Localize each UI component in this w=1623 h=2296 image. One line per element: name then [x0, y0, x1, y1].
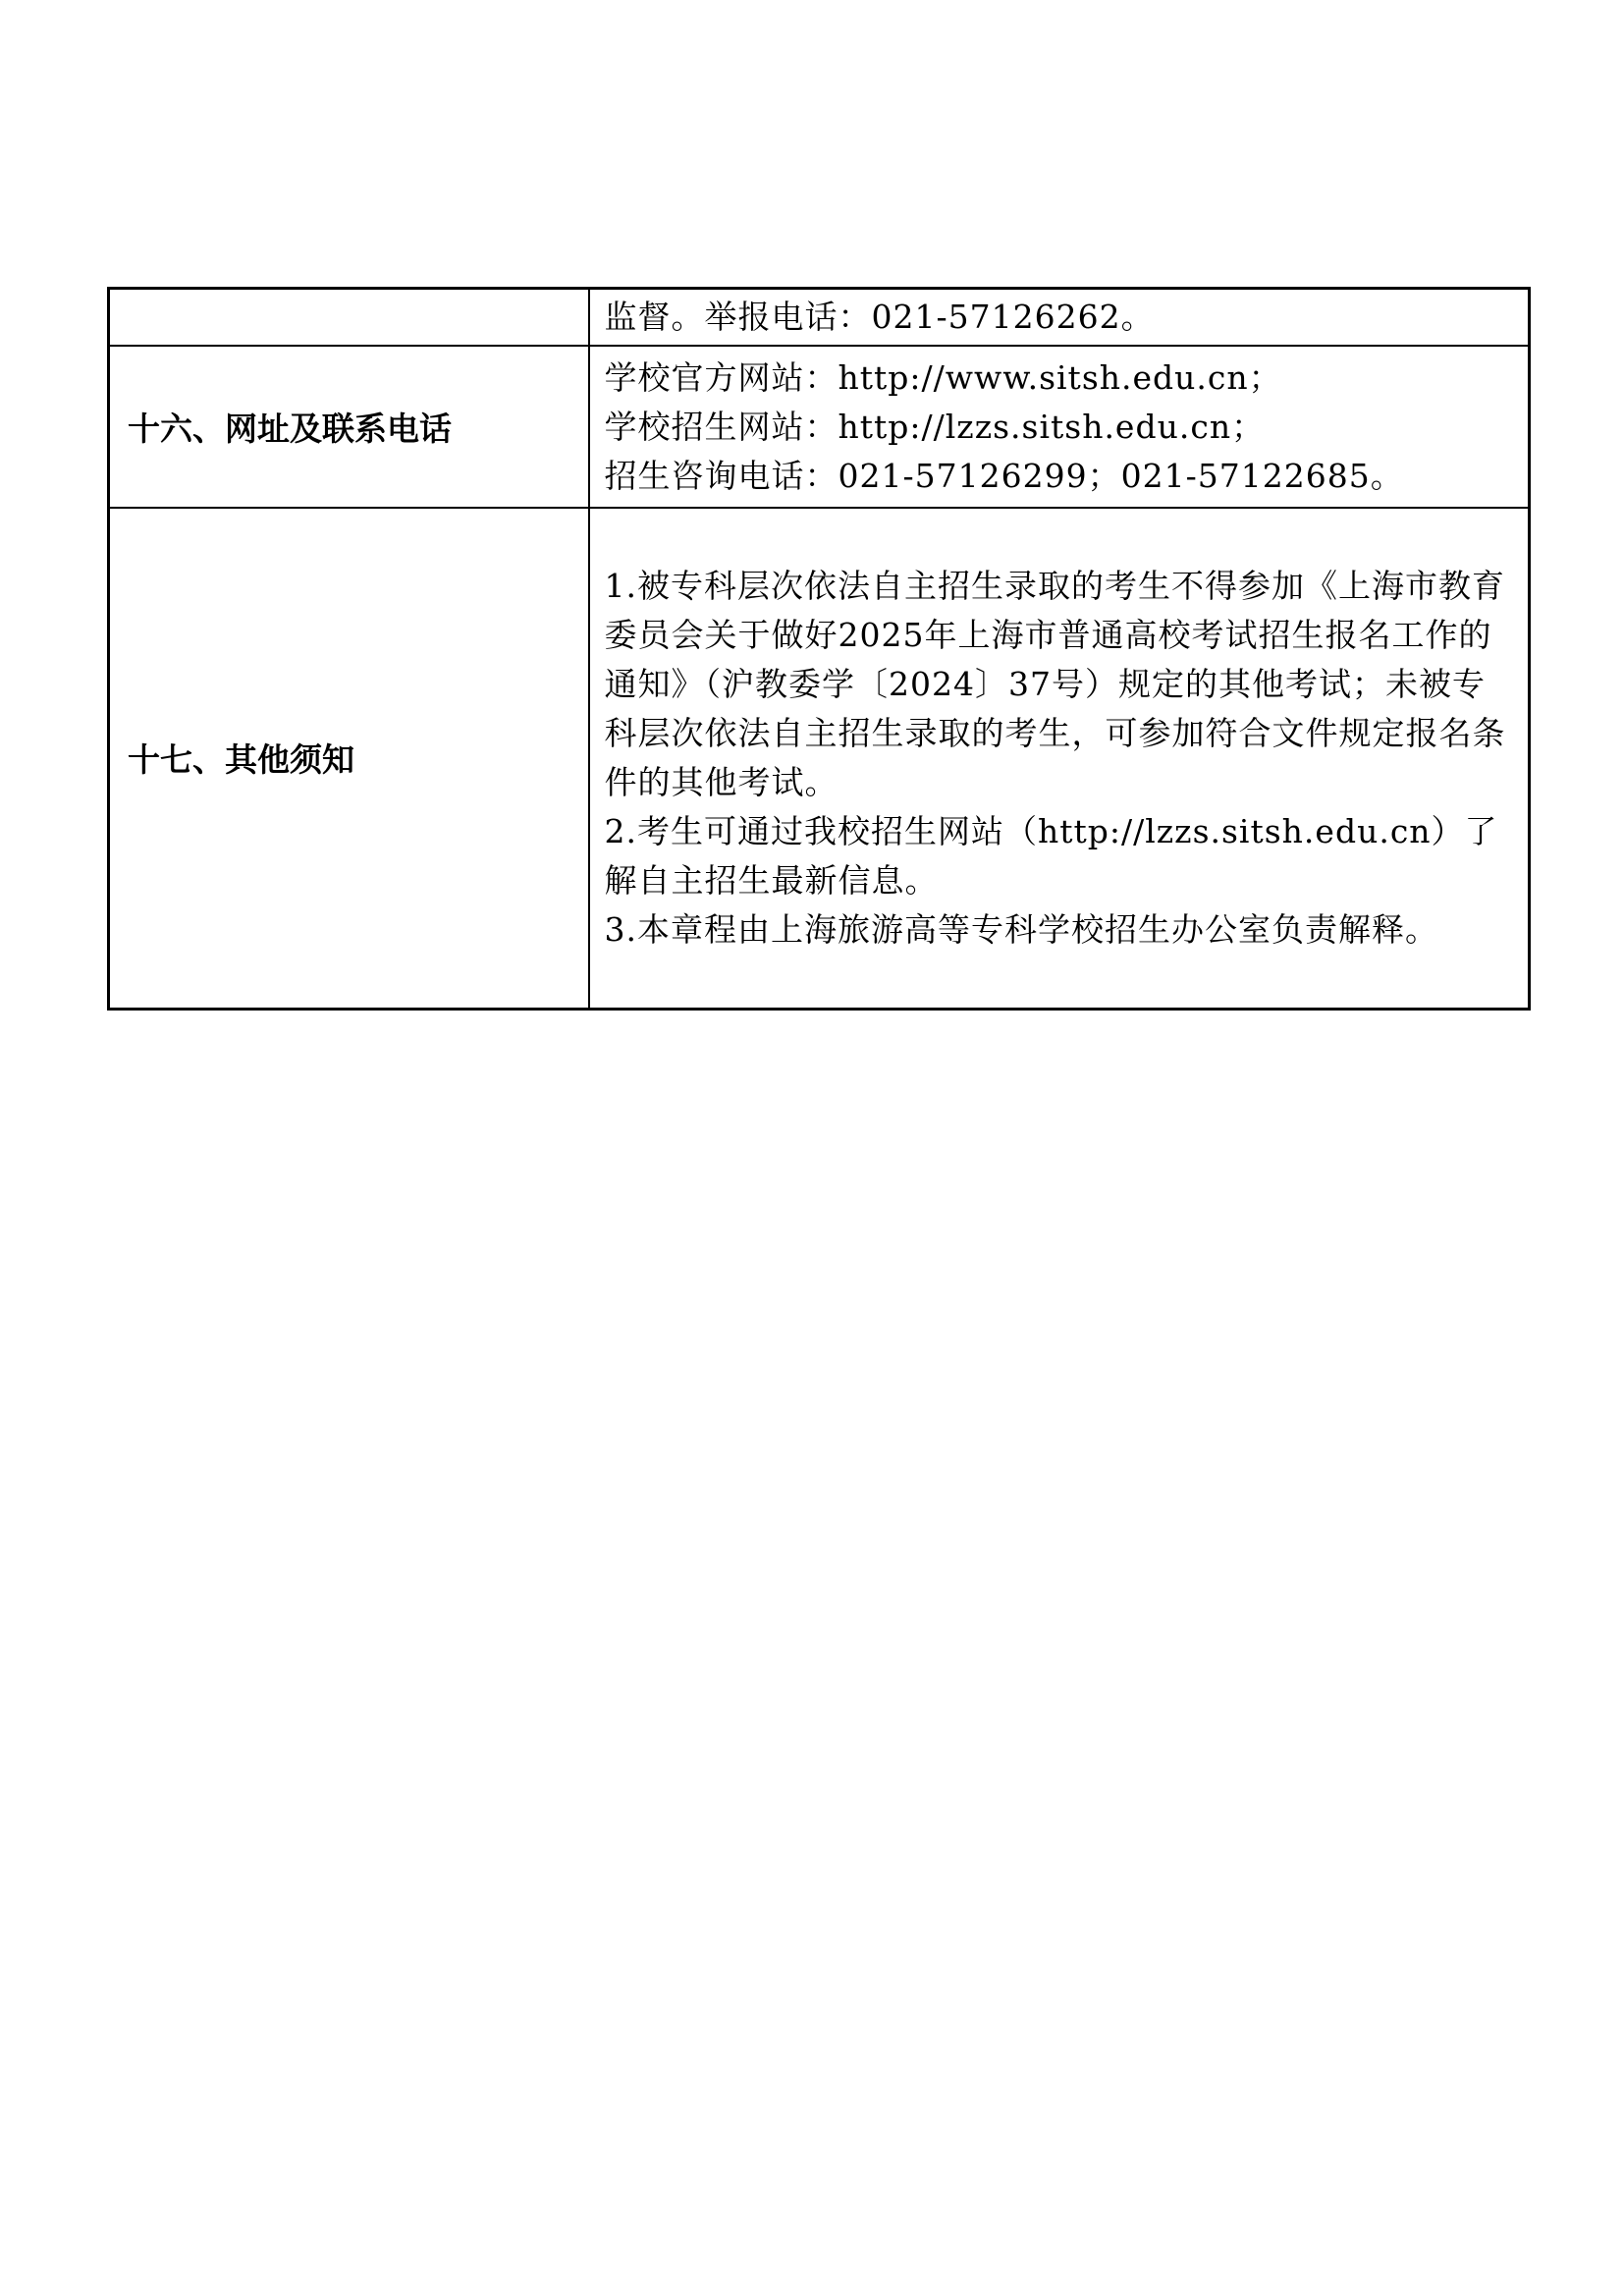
note-paragraph-2: 2.考生可通过我校招生网站（http://lzzs.sitsh.edu.cn）了解自主招生最新信息。	[604, 811, 1498, 900]
row-content	[589, 289, 1530, 347]
row-label-contact: 十六、网址及联系电话	[109, 346, 589, 508]
official-website-text: 学校官方网站：http://www.sitsh.edu.cn；	[604, 357, 1282, 397]
table-row	[109, 346, 1530, 508]
consult-phone-text: 招生咨询电话：021-57126299；021-57122685。	[604, 456, 1404, 495]
row-content-notes	[589, 508, 1530, 1009]
row-label	[109, 289, 589, 347]
row-content-contact	[589, 346, 1530, 508]
table-row	[109, 508, 1530, 1009]
regulations-table	[107, 287, 1531, 1011]
table-row	[109, 289, 1530, 347]
note-paragraph-3: 3.本章程由上海旅游高等专科学校招生办公室负责解释。	[604, 909, 1438, 949]
row-label-notes: 十七、其他须知	[109, 508, 589, 1009]
supervision-hotline-text: 监督。举报电话：021-57126262。	[604, 298, 1155, 336]
note-paragraph-1: 1.被专科层次依法自主招生录取的考生不得参加《上海市教育委员会关于做好2025年上海市普通高校考试招生报名工作的通知》（沪教委学〔2024〕37号）规定的其他考试；未被专科层次依法自主招生录取的考生，可参加符合文件规定报名条件的其他考试。	[604, 566, 1506, 801]
admission-website-text: 学校招生网站：http://lzzs.sitsh.edu.cn；	[604, 407, 1266, 446]
